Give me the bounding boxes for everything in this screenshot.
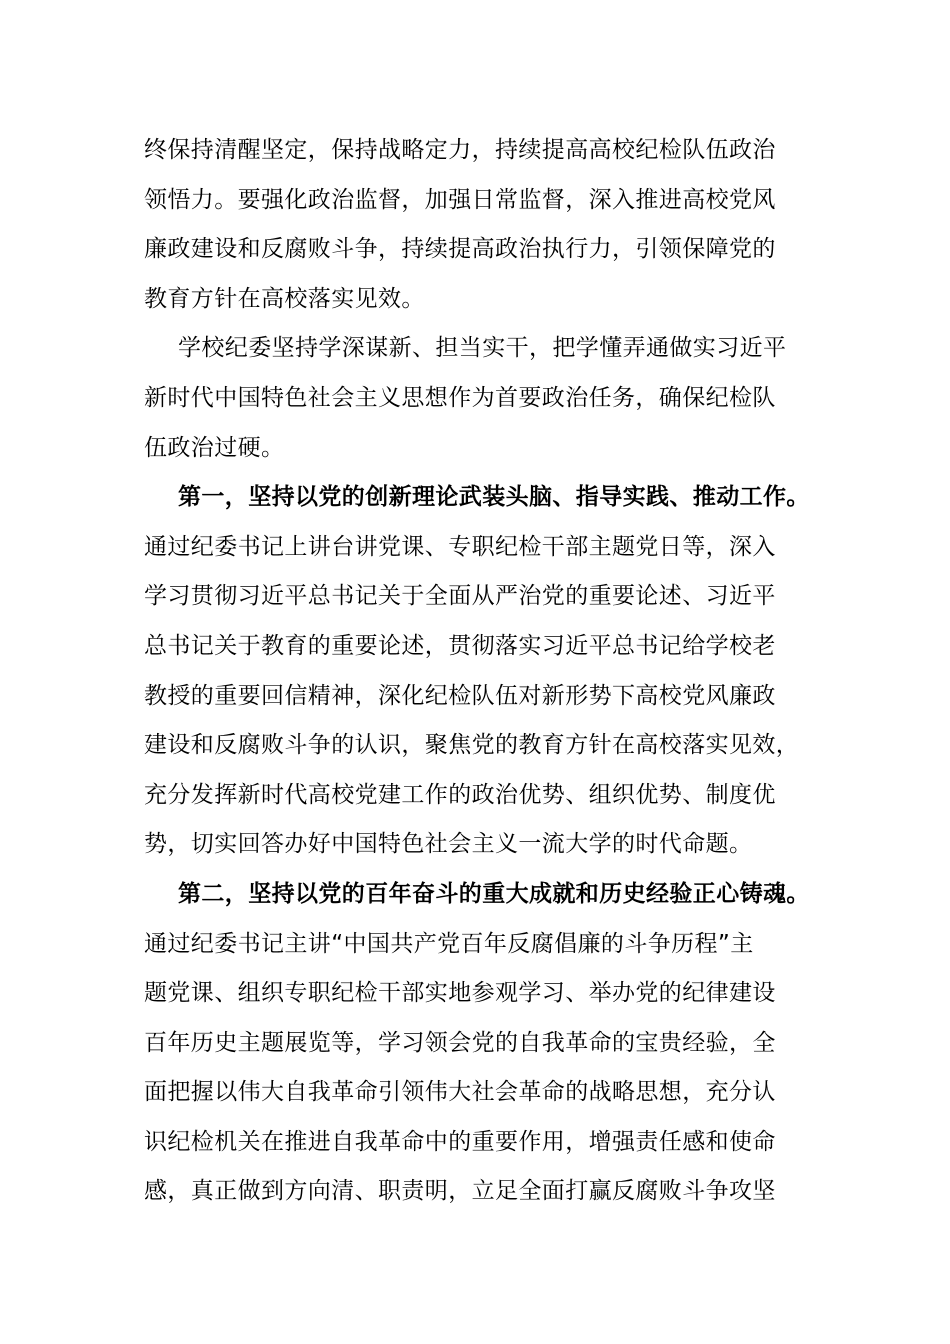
text-line-1: 终保持清醒坚定，保持战略定力，持续提高高校纪检队伍政治 (144, 137, 776, 163)
text-line-17: 通过纪委书记主讲“中国共产党百年反腐倡廉的斗争历程”主 (144, 930, 754, 957)
text-line-6: 新时代中国特色社会主义思想作为首要政治任务，确保纪检队 (144, 384, 776, 411)
text-line-4: 教育方针在高校落实见效。 (144, 285, 425, 312)
section-heading-2: 第二，坚持以党的百年奋斗的重大成就和历史经验正心铸魂。 (178, 880, 810, 907)
text-line-5: 学校纪委坚持学深谋新、担当实干，把学懂弄通做实习近平 (178, 335, 787, 362)
text-line-20: 面把握以伟大自我革命引领伟大社会革命的战略思想，充分认 (144, 1079, 776, 1106)
document-body (144, 126, 816, 1217)
text-line-13: 建设和反腐败斗争的认识，聚焦党的教育方针在高校落实见效， (144, 732, 800, 759)
text-line-15: 势，切实回答办好中国特色社会主义一流大学的时代命题。 (144, 831, 753, 858)
text-line-9: 通过纪委书记上讲台讲党课、专职纪检干部主题党日等，深入 (144, 533, 776, 560)
text-line-22: 感，真正做到方向清、职责明，立足全面打赢反腐败斗争攻坚 (144, 1178, 776, 1205)
section-heading-1: 第一，坚持以党的创新理论武装头脑、指导实践、推动工作。 (178, 484, 810, 511)
text-line-14: 充分发挥新时代高校党建工作的政治优势、组织优势、制度优 (144, 781, 776, 808)
text-line-3: 廉政建设和反腐败斗争，持续提高政治执行力，引领保障党的 (144, 236, 776, 263)
text-line-10: 学习贯彻习近平总书记关于全面从严治党的重要论述、习近平 (144, 583, 776, 610)
text-line-2: 领悟力。要强化政治监督，加强日常监督，深入推进高校党风 (144, 186, 776, 213)
text-line-19: 百年历史主题展览等，学习领会党的自我革命的宝贵经验，全 (144, 1029, 776, 1056)
text-line-11: 总书记关于教育的重要论述，贯彻落实习近平总书记给学校老 (144, 632, 776, 659)
text-line-7: 伍政治过硬。 (144, 434, 285, 461)
text-line-12: 教授的重要回信精神，深化纪检队伍对新形势下高校党风廉政 (144, 682, 776, 709)
text-line-21: 识纪检机关在推进自我革命中的重要作用，增强责任感和使命 (144, 1128, 776, 1155)
text-line-18: 题党课、组织专职纪检干部实地参观学习、举办党的纪律建设 (144, 980, 776, 1007)
